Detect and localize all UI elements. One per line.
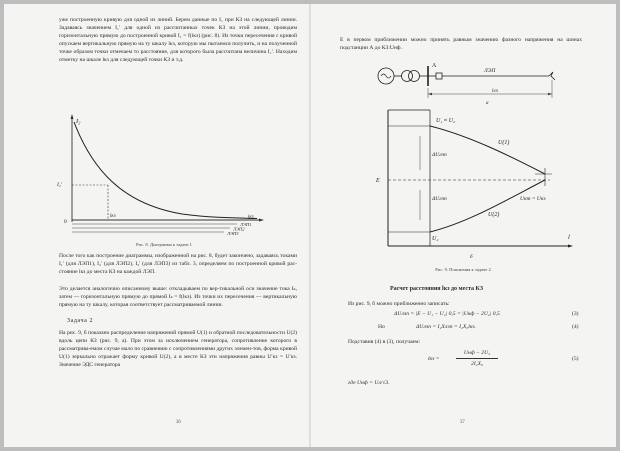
fig9a-bus-label: А	[432, 63, 437, 69]
fig9b-label-u1-u2: U₁ ≈ U₂	[436, 118, 456, 124]
section-heading-task-2: Задача 2	[67, 318, 94, 324]
figure-8-caption: Рис. 8. Диаграмма к задаче 1	[136, 242, 192, 247]
fig8-scale-1: ЛЭП1	[240, 222, 252, 227]
right-paragraph-3: Подставив (4) в (3), получаем:	[348, 339, 421, 345]
formula-4-prefix: Но	[378, 324, 385, 330]
left-page-number: 36	[176, 420, 181, 425]
equation-number-3: (3)	[572, 311, 579, 317]
right-page	[310, 4, 616, 447]
fig9b-curve-ukz: Uкт = Uкз	[520, 196, 546, 202]
formula-5-numerator: Uнф − 2U₂	[463, 350, 491, 356]
fig9b-label-du-bottom: ΔUлэп	[432, 196, 447, 202]
fig9a-sub-label: а	[486, 101, 489, 106]
left-paragraph-4: На рис. 9, б показано распределение напряжений прямой U(1) и обратной последовательности U(2) вдоль цепи КЗ (рис. 9, а). При этом за исключением генератора, сопротивление которого в рассматрива-емом случае мало по сравнению с сопротивлениями других элемен-тов, форма кривой U(1) зеркально отражает форму кривой U(2), а в месте КЗ эти напряжения равны U′кз = U′кз. Значение ЭДС генератора	[59, 330, 297, 368]
figure-9b-voltage-diagram	[370, 108, 580, 270]
fig9b-axis-end: l	[568, 234, 570, 241]
fig9a-line-label: ЛЭП	[484, 68, 496, 74]
fig9a-length-label: lлэ	[492, 89, 498, 94]
fig9b-label-du-top: ΔUлэп	[432, 152, 447, 158]
fig8-scale-3: ЛЭП3	[227, 231, 239, 236]
formula-3: ΔUлэп = |E − U₁ − U₂| 0,5 = |Uнф − 2U₂| 0,5	[394, 311, 500, 317]
fig8-y-mark: I₂′	[57, 182, 62, 188]
equation-number-5: (5)	[572, 356, 579, 362]
right-page-number: 37	[460, 420, 465, 425]
figure-9a-circuit	[374, 58, 574, 106]
fig9b-label-e: E	[376, 178, 380, 184]
section-heading-distance: Расчет расстояния lкз до места КЗ	[390, 286, 484, 292]
figure-9-caption: Рис. 9. Пояснения к задаче 2	[435, 267, 491, 272]
fig8-x-mark: lкз	[110, 214, 116, 219]
equation-number-4: (4)	[572, 324, 579, 330]
left-page	[4, 4, 310, 447]
fig9b-curve-u2: U(2)	[488, 212, 500, 218]
fig8-scale-0: lкз	[248, 215, 254, 220]
left-paragraph-3: Это делается аналогично описанному выше: откладываем по вер-тикальной оси значение тока Iₖ, затем — горизонтальную прямую до прямой Iₖ = f(lкз). Из точки их пересечения — вертикальную прямую на ту шкалу, которая соответствует рассматриваемой линии.	[59, 286, 297, 308]
fig8-origin: 0	[64, 219, 67, 225]
left-paragraph-2: После того как построение диаграммы, изображенной на рис. 8, будет закончено, задаваясь токами I₁′ (для ЛЭП1), I₂′ (для ЛЭП2), I₃′ (для ЛЭП3) из табл. 3, определяем по построенной кривой рас-стояние lкз до места КЗ на каждой ЛЭП.	[59, 253, 297, 275]
right-paragraph-1: Е в первом приближении можно принять равным значению фазного напряжения на шинах подстанции А до КЗ:Uнф.	[340, 37, 582, 51]
left-paragraph-1: уже построенную кривую для одной из линий. Берем данные по I₁ при КЗ на следующей линии. Задаваясь значением I₁′ для одной из рассчитанных точек КЗ на этой линии, проводим горизонтальную прямую до построенной кривой I₁ = f(lкз) (рис. 8). Из точки пересечения с кривой опускаем вертикальную прямую на ту шкалу lкз, которую мы пытаемся получить, и на полученной точке образом точки отмечаем то расстояние, для которого была рассчитана величина I₁′. Находим отметку на шкале lкз для следующей точки КЗ и т.д.	[59, 17, 297, 63]
fig9b-sub-label: б	[470, 255, 473, 260]
fig9b-curve-u1: U(1)	[498, 140, 510, 146]
fig8-y-axis-label: I₂	[76, 118, 81, 125]
formula-5-lhs: lкз =	[428, 356, 440, 362]
fig8-scale-2: ЛЭП2	[233, 226, 245, 232]
footnote-formula: где Uнф = Uл/√3.	[348, 380, 390, 386]
fig9b-label-u2: U₂	[432, 236, 439, 242]
formula-4: ΔUлэп = I₂Xлэп = I₂X₀lкз.	[416, 324, 476, 330]
formula-5-fraction-bar	[456, 358, 498, 359]
book-spread	[4, 4, 616, 447]
formula-5-denominator: 2I₂X₀	[471, 361, 483, 367]
figure-8-diagram	[52, 114, 272, 240]
right-paragraph-2: Из рис. 9, б можно приближенно записать:	[348, 301, 450, 307]
